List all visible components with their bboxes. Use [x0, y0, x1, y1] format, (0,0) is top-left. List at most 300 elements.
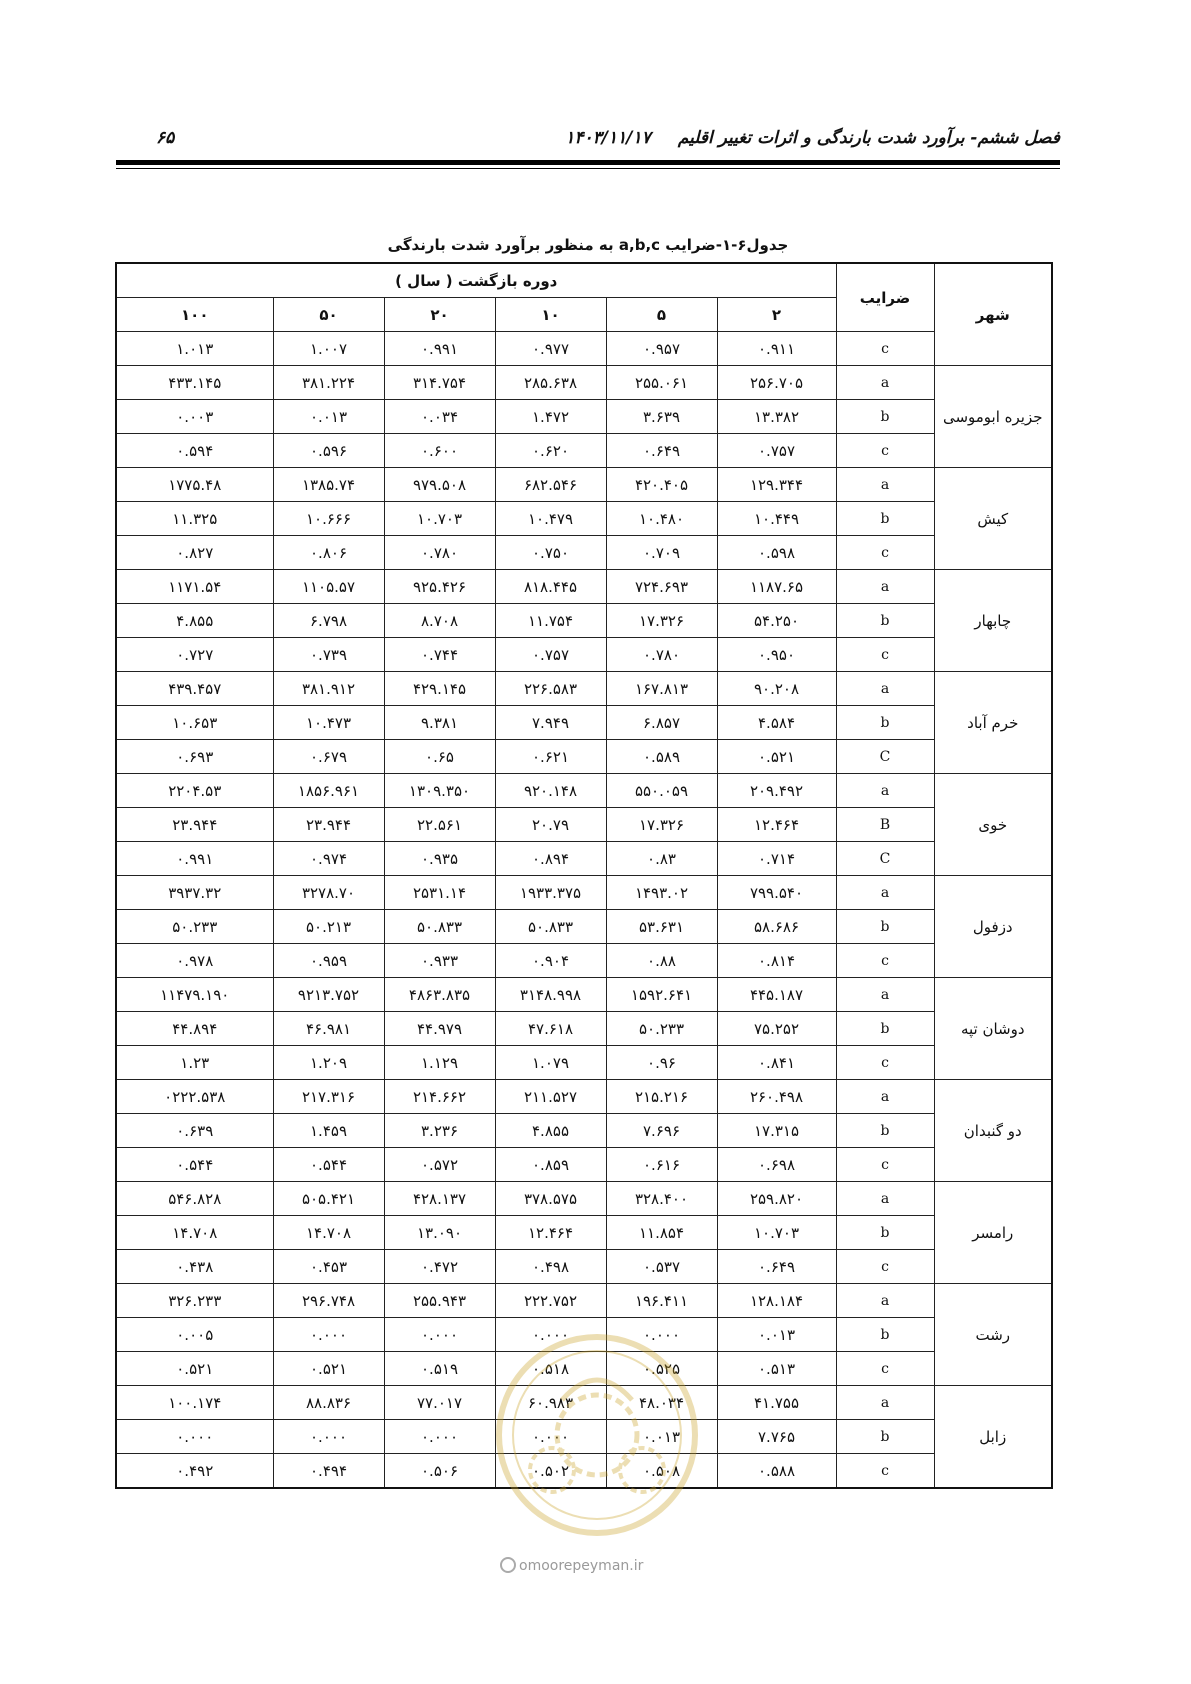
cell: ۰.۸۰۶ — [273, 536, 384, 570]
cell: ۲۲۲.۷۵۲ — [495, 1284, 606, 1318]
coef-label: c — [836, 1250, 934, 1284]
table-row — [116, 332, 1052, 366]
coef-label: a — [836, 774, 934, 808]
table-row — [116, 468, 1052, 502]
cell: ۵۴۶.۸۲۸ — [116, 1182, 273, 1216]
cell: ۱۰.۷۰۳ — [717, 1216, 836, 1250]
website-footer — [500, 1557, 643, 1574]
cell: ۶۰.۹۸۳ — [495, 1386, 606, 1420]
cell: ۰.۶۲۰ — [495, 434, 606, 468]
cell: ۲۵۶.۷۰۵ — [717, 366, 836, 400]
cell: ۳۹۳۷.۳۲ — [116, 876, 273, 910]
table-row — [116, 502, 1052, 536]
cell: ۴۸۶۳.۸۳۵ — [384, 978, 495, 1012]
table-body — [116, 366, 1052, 1489]
table-row — [116, 536, 1052, 570]
cell: ۲۰.۷۹ — [495, 808, 606, 842]
coef-label: a — [836, 570, 934, 604]
cell: ۰.۹۵۹ — [273, 944, 384, 978]
cell: ۲۱۵.۲۱۶ — [606, 1080, 717, 1114]
coef-label: b — [836, 502, 934, 536]
chapter-title: فصل ششم- برآورد شدت بارندگی و اثرات تغییر اقلیم — [677, 128, 1060, 148]
cell: ۷۲۴.۶۹۳ — [606, 570, 717, 604]
cell: ۴.۸۵۵ — [495, 1114, 606, 1148]
cell: ۰.۵۱۸ — [495, 1352, 606, 1386]
cell: ۱۱.۸۵۴ — [606, 1216, 717, 1250]
cell: ۰.۰۰۰ — [273, 1420, 384, 1454]
header-rule-thick — [116, 160, 1060, 165]
period-50: ۵۰ — [273, 298, 384, 332]
cell: ۱۳.۳۸۲ — [717, 400, 836, 434]
table-row — [116, 774, 1052, 808]
cell: ۰.۵۴۴ — [116, 1148, 273, 1182]
cell: ۱۷.۳۱۵ — [717, 1114, 836, 1148]
table-row — [116, 366, 1052, 400]
cell: ۰.۶۰۰ — [384, 434, 495, 468]
cell: ۲۵۹.۸۲۰ — [717, 1182, 836, 1216]
table-row — [116, 876, 1052, 910]
coef-label: C — [836, 842, 934, 876]
cell: ۱.۴۵۹ — [273, 1114, 384, 1148]
period-header: دوره بازگشت ( سال ) — [116, 263, 836, 298]
cell: ۱۱.۳۲۵ — [116, 502, 273, 536]
table-row — [116, 910, 1052, 944]
coef-label: b — [836, 1114, 934, 1148]
cell: ۱۷۷۵.۴۸ — [116, 468, 273, 502]
cell: ۰.۸۲۷ — [116, 536, 273, 570]
cell: ۸۸.۸۳۶ — [273, 1386, 384, 1420]
cell: ۸.۷۰۸ — [384, 604, 495, 638]
cell: ۱۷.۳۲۶ — [606, 808, 717, 842]
cell: ۳.۶۳۹ — [606, 400, 717, 434]
table-row — [116, 1284, 1052, 1318]
cell: ۸۱۸.۴۴۵ — [495, 570, 606, 604]
coef-label: b — [836, 1318, 934, 1352]
coef-label: c — [836, 1046, 934, 1080]
cell: ۱۷.۳۲۶ — [606, 604, 717, 638]
cell: ۰.۶۳۹ — [116, 1114, 273, 1148]
cell: ۰.۶۷۹ — [273, 740, 384, 774]
cell: ۷۷.۰۱۷ — [384, 1386, 495, 1420]
cell: ۴۲۸.۱۳۷ — [384, 1182, 495, 1216]
coef-label: a — [836, 1182, 934, 1216]
coef-header: ضرایب — [836, 263, 934, 332]
cell: ۰.۴۵۳ — [273, 1250, 384, 1284]
table-row — [116, 808, 1052, 842]
cell: ۰.۰۰۰ — [116, 1420, 273, 1454]
cell: ۱۰۰.۱۷۴ — [116, 1386, 273, 1420]
cell: ۷۵.۲۵۲ — [717, 1012, 836, 1046]
table-row — [116, 978, 1052, 1012]
table-row — [116, 638, 1052, 672]
cell: ۹۲۰.۱۴۸ — [495, 774, 606, 808]
table-row — [116, 400, 1052, 434]
cell: ۳۸۱.۹۱۲ — [273, 672, 384, 706]
cell: ۰.۹۵۷ — [606, 332, 717, 366]
cell: ۵۳.۶۳۱ — [606, 910, 717, 944]
cell: ۲۶۰.۴۹۸ — [717, 1080, 836, 1114]
cell: ۰.۶۱۶ — [606, 1148, 717, 1182]
cell: ۲۹۶.۷۴۸ — [273, 1284, 384, 1318]
cell: ۲۵۵.۰۶۱ — [606, 366, 717, 400]
cell: ۰.۹۱۱ — [717, 332, 836, 366]
cell: ۱۰.۶۵۳ — [116, 706, 273, 740]
coef-label: a — [836, 468, 934, 502]
cell: ۱.۰۷۹ — [495, 1046, 606, 1080]
cell: ۴۴۵.۱۸۷ — [717, 978, 836, 1012]
cell: ۳۲۷۸.۷۰ — [273, 876, 384, 910]
cell: ۱۰.۷۰۳ — [384, 502, 495, 536]
cell: ۰.۶۵ — [384, 740, 495, 774]
cell: ۹۷۹.۵۰۸ — [384, 468, 495, 502]
cell: ۵۵۰.۰۵۹ — [606, 774, 717, 808]
cell: ۵۴.۲۵۰ — [717, 604, 836, 638]
cell: ۵۰۵.۴۲۱ — [273, 1182, 384, 1216]
cell: ۳۲۸.۴۰۰ — [606, 1182, 717, 1216]
cell: ۱.۲۳ — [116, 1046, 273, 1080]
cell: ۰.۷۳۹ — [273, 638, 384, 672]
cell: ۲۱۱.۵۲۷ — [495, 1080, 606, 1114]
cell: ۴.۵۸۴ — [717, 706, 836, 740]
cell: ۱.۰۱۳ — [116, 332, 273, 366]
table-row — [116, 672, 1052, 706]
cell: ۰.۰۰۳ — [116, 400, 273, 434]
cell: ۲۰۹.۴۹۲ — [717, 774, 836, 808]
cell: ۱۰.۴۷۳ — [273, 706, 384, 740]
cell: ۰.۸۴۱ — [717, 1046, 836, 1080]
cell: ۰.۴۳۸ — [116, 1250, 273, 1284]
cell: ۰.۶۹۸ — [717, 1148, 836, 1182]
cell: ۰.۸۵۹ — [495, 1148, 606, 1182]
cell: ۲۲۰۴.۵۳ — [116, 774, 273, 808]
cell: ۵۰.۲۱۳ — [273, 910, 384, 944]
cell: ۱۱.۷۵۴ — [495, 604, 606, 638]
cell: ۹۲۵.۴۲۶ — [384, 570, 495, 604]
cell: ۰.۹۷۸ — [116, 944, 273, 978]
cell: ۱.۰۰۷ — [273, 332, 384, 366]
cell: ۰.۸۹۴ — [495, 842, 606, 876]
cell: ۵۰.۲۳۳ — [606, 1012, 717, 1046]
cell: ۱۲۹.۳۴۴ — [717, 468, 836, 502]
cell: ۰.۰۰۵ — [116, 1318, 273, 1352]
coef-label: B — [836, 808, 934, 842]
coef-label: a — [836, 1080, 934, 1114]
cell: ۰.۷۰۹ — [606, 536, 717, 570]
cell: ۳۷۸.۵۷۵ — [495, 1182, 606, 1216]
cell: ۱۰.۴۷۹ — [495, 502, 606, 536]
cell: ۰.۶۴۹ — [717, 1250, 836, 1284]
cell: ۲۱۴.۶۶۲ — [384, 1080, 495, 1114]
cell: ۰.۵۹۸ — [717, 536, 836, 570]
cell: ۱۲.۴۶۴ — [495, 1216, 606, 1250]
cell: ۰.۴۹۸ — [495, 1250, 606, 1284]
table-row — [116, 1046, 1052, 1080]
table-row — [116, 1250, 1052, 1284]
cell: ۰.۷۸۰ — [606, 638, 717, 672]
cell: ۱۴.۷۰۸ — [273, 1216, 384, 1250]
city-name: دوشان تپه — [934, 978, 1052, 1080]
cell: ۱۳.۰۹۰ — [384, 1216, 495, 1250]
cell: ۰.۷۴۴ — [384, 638, 495, 672]
cell: ۱۳۸۵.۷۴ — [273, 468, 384, 502]
cell: ۰.۵۱۹ — [384, 1352, 495, 1386]
table-row — [116, 1182, 1052, 1216]
cell: ۰.۵۲۱ — [273, 1352, 384, 1386]
cell: ۹.۳۸۱ — [384, 706, 495, 740]
cell: ۶۸۲.۵۴۶ — [495, 468, 606, 502]
table-row — [116, 1114, 1052, 1148]
cell: ۰.۰۰۰ — [384, 1420, 495, 1454]
table-row — [116, 842, 1052, 876]
cell: ۰.۶۴۹ — [606, 434, 717, 468]
coef-label: b — [836, 604, 934, 638]
cell: ۰.۰۰۰ — [384, 1318, 495, 1352]
city-name: رامسر — [934, 1182, 1052, 1284]
coef-label: a — [836, 1284, 934, 1318]
cell: ۴۲۹.۱۴۵ — [384, 672, 495, 706]
cell: ۰.۵۲۵ — [606, 1352, 717, 1386]
cell: ۰.۵۱۳ — [717, 1352, 836, 1386]
cell: ۰.۷۸۰ — [384, 536, 495, 570]
period-20: ۲۰ — [384, 298, 495, 332]
city-header: شهر — [934, 263, 1052, 366]
cell: ۰.۵۹۴ — [116, 434, 273, 468]
period-10: ۱۰ — [495, 298, 606, 332]
city-name: دزفول — [934, 876, 1052, 978]
coef-label: c — [836, 1454, 934, 1489]
table-row — [116, 1148, 1052, 1182]
cell: ۱۳۰۹.۳۵۰ — [384, 774, 495, 808]
cell: ۶.۷۹۸ — [273, 604, 384, 638]
cell: ۱۵۹۲.۶۴۱ — [606, 978, 717, 1012]
cell: ۲۱۷.۳۱۶ — [273, 1080, 384, 1114]
website-text: omoorepeyman.ir — [519, 1558, 644, 1574]
coef-label: c — [836, 332, 934, 366]
cell: ۴.۸۵۵ — [116, 604, 273, 638]
cell: ۰.۸۳ — [606, 842, 717, 876]
coef-label: b — [836, 910, 934, 944]
table-row — [116, 706, 1052, 740]
cell: ۰.۹۵۰ — [717, 638, 836, 672]
cell: ۰.۷۵۷ — [495, 638, 606, 672]
cell: ۲۲۶.۵۸۳ — [495, 672, 606, 706]
cell: ۱۱۷۱.۵۴ — [116, 570, 273, 604]
cell: ۵۰.۸۳۳ — [495, 910, 606, 944]
cell: ۳۱۴.۷۵۴ — [384, 366, 495, 400]
cell: ۳.۲۳۶ — [384, 1114, 495, 1148]
cell: ۰.۰۱۳ — [717, 1318, 836, 1352]
cell: ۰.۹۷۷ — [495, 332, 606, 366]
cell: ۱۰.۴۴۹ — [717, 502, 836, 536]
cell: ۱۴۹۳.۰۲ — [606, 876, 717, 910]
cell: ۱۸۵۶.۹۶۱ — [273, 774, 384, 808]
cell: ۶.۸۵۷ — [606, 706, 717, 740]
cell: ۰.۴۹۲ — [116, 1454, 273, 1489]
cell: ۵۸.۶۸۶ — [717, 910, 836, 944]
cell: ۰.۰۰۰ — [273, 1318, 384, 1352]
coef-label: c — [836, 1148, 934, 1182]
city-name: خرم آباد — [934, 672, 1052, 774]
cell: ۴۶.۹۸۱ — [273, 1012, 384, 1046]
header-rule-thin — [116, 168, 1060, 169]
table-row — [116, 1080, 1052, 1114]
coef-label: a — [836, 876, 934, 910]
cell: ۰.۵۹۶ — [273, 434, 384, 468]
cell: ۴۳۳.۱۴۵ — [116, 366, 273, 400]
cell: ۳۲۶.۲۳۳ — [116, 1284, 273, 1318]
cell: ۰.۴۷۲ — [384, 1250, 495, 1284]
cell: ۰.۷۲۷ — [116, 638, 273, 672]
table-row — [116, 740, 1052, 774]
cell: ۰.۵۰۶ — [384, 1454, 495, 1489]
coefficient-table — [115, 262, 1053, 1489]
cell: ۲۵۳۱.۱۴ — [384, 876, 495, 910]
cell: ۱۲.۴۶۴ — [717, 808, 836, 842]
coef-label: c — [836, 536, 934, 570]
table-row — [116, 434, 1052, 468]
cell: ۳۸۱.۲۲۴ — [273, 366, 384, 400]
city-name: زابل — [934, 1386, 1052, 1489]
table-row — [116, 604, 1052, 638]
city-name: خوی — [934, 774, 1052, 876]
cell: ۷.۹۴۹ — [495, 706, 606, 740]
cell: ۹۰.۲۰۸ — [717, 672, 836, 706]
period-5: ۵ — [606, 298, 717, 332]
coef-label: a — [836, 1386, 934, 1420]
city-name: کیش — [934, 468, 1052, 570]
cell: ۱۰.۶۶۶ — [273, 502, 384, 536]
coef-label: c — [836, 638, 934, 672]
cell: ۰.۰۱۳ — [606, 1420, 717, 1454]
cell: ۰.۵۲۱ — [116, 1352, 273, 1386]
cell: ۰.۹۰۴ — [495, 944, 606, 978]
cell: ۲۸۵.۶۳۸ — [495, 366, 606, 400]
coefficient-table-wrapper — [115, 262, 1051, 1489]
table-row — [116, 1012, 1052, 1046]
cell: ۰.۹۹۱ — [116, 842, 273, 876]
cell: ۷.۶۹۶ — [606, 1114, 717, 1148]
cell: ۵۰.۲۳۳ — [116, 910, 273, 944]
cell: ۰.۵۰۸ — [606, 1454, 717, 1489]
cell: ۰.۵۰۲ — [495, 1454, 606, 1489]
table-row — [116, 570, 1052, 604]
coef-label: c — [836, 1352, 934, 1386]
cell: ۴۳۹.۴۵۷ — [116, 672, 273, 706]
cell: ۰.۹۶ — [606, 1046, 717, 1080]
cell: ۳۱۴۸.۹۹۸ — [495, 978, 606, 1012]
cell: ۲۵۵.۹۴۳ — [384, 1284, 495, 1318]
cell: ۰.۶۹۳ — [116, 740, 273, 774]
period-2: ۲ — [717, 298, 836, 332]
cell: ۰.۹۳۵ — [384, 842, 495, 876]
cell: ۷۹۹.۵۴۰ — [717, 876, 836, 910]
cell: ۱۱۰۵.۵۷ — [273, 570, 384, 604]
cell: ۱۹۳۳.۳۷۵ — [495, 876, 606, 910]
cell: ۲۲.۵۶۱ — [384, 808, 495, 842]
cell: ۰.۵۳۷ — [606, 1250, 717, 1284]
cell: ۴۴.۸۹۴ — [116, 1012, 273, 1046]
cell: ۰.۰۳۴ — [384, 400, 495, 434]
cell: ۴۴.۹۷۹ — [384, 1012, 495, 1046]
cell: ۰.۰۰۰ — [495, 1318, 606, 1352]
cell: ۰.۵۸۹ — [606, 740, 717, 774]
coef-label: a — [836, 978, 934, 1012]
cell: ۱.۱۲۹ — [384, 1046, 495, 1080]
table-caption: جدول۶-۱-ضرایب a,b,c به منظور برآورد شدت بارندگی — [387, 236, 789, 254]
table-row — [116, 944, 1052, 978]
city-name: رشت — [934, 1284, 1052, 1386]
cell: ۰.۰۰۰ — [606, 1318, 717, 1352]
cell: ۱۹۶.۴۱۱ — [606, 1284, 717, 1318]
city-name: دو گنبدان — [934, 1080, 1052, 1182]
cell: ۰.۴۹۴ — [273, 1454, 384, 1489]
cell: ۰.۹۹۱ — [384, 332, 495, 366]
coef-label: a — [836, 672, 934, 706]
cell: ۰.۵۷۲ — [384, 1148, 495, 1182]
cell: ۰۲۲۲.۵۳۸ — [116, 1080, 273, 1114]
coef-label: C — [836, 740, 934, 774]
cell: ۰.۰۱۳ — [273, 400, 384, 434]
page-number: ۶۵ — [156, 128, 175, 148]
cell: ۰.۸۸ — [606, 944, 717, 978]
cell: ۱۶۷.۸۱۳ — [606, 672, 717, 706]
header-row-1 — [116, 263, 1052, 298]
seal-watermark — [492, 1330, 702, 1540]
page-header — [116, 128, 1060, 158]
cell: ۷.۷۶۵ — [717, 1420, 836, 1454]
coef-label: c — [836, 944, 934, 978]
cell: ۰.۷۵۷ — [717, 434, 836, 468]
period-100: ۱۰۰ — [116, 298, 273, 332]
cell: ۱۱۴۷۹.۱۹۰ — [116, 978, 273, 1012]
cell: ۰.۹۳۳ — [384, 944, 495, 978]
cell: ۰.۵۲۱ — [717, 740, 836, 774]
coef-label: c — [836, 434, 934, 468]
cell: ۱.۲۰۹ — [273, 1046, 384, 1080]
cell: ۱۱۸۷.۶۵ — [717, 570, 836, 604]
cell: ۴۸.۰۳۴ — [606, 1386, 717, 1420]
city-name: جزیره ابوموسی — [934, 366, 1052, 468]
cell: ۰.۰۰۰ — [495, 1420, 606, 1454]
cell: ۲۳.۹۴۴ — [116, 808, 273, 842]
coef-label: b — [836, 1216, 934, 1250]
cell: ۵۰.۸۳۳ — [384, 910, 495, 944]
cell: ۴۱.۷۵۵ — [717, 1386, 836, 1420]
cell: ۴۷.۶۱۸ — [495, 1012, 606, 1046]
coef-label: b — [836, 1012, 934, 1046]
cell: ۹۲۱۳.۷۵۲ — [273, 978, 384, 1012]
coef-label: b — [836, 400, 934, 434]
coef-label: a — [836, 366, 934, 400]
header-date: ۱۴۰۳/۱۱/۱۷ — [565, 128, 651, 148]
table-row — [116, 1216, 1052, 1250]
coef-label: b — [836, 706, 934, 740]
cell: ۰.۵۴۴ — [273, 1148, 384, 1182]
coef-label: b — [836, 1420, 934, 1454]
cell: ۲۳.۹۴۴ — [273, 808, 384, 842]
cell: ۰.۵۸۸ — [717, 1454, 836, 1489]
at-icon — [500, 1557, 516, 1573]
cell: ۱۲۸.۱۸۴ — [717, 1284, 836, 1318]
cell: ۰.۹۷۴ — [273, 842, 384, 876]
cell: ۰.۶۲۱ — [495, 740, 606, 774]
cell: ۰.۷۵۰ — [495, 536, 606, 570]
cell: ۴۲۰.۴۰۵ — [606, 468, 717, 502]
cell: ۰.۸۱۴ — [717, 944, 836, 978]
cell: ۰.۷۱۴ — [717, 842, 836, 876]
cell: ۱۰.۴۸۰ — [606, 502, 717, 536]
city-name: چابهار — [934, 570, 1052, 672]
